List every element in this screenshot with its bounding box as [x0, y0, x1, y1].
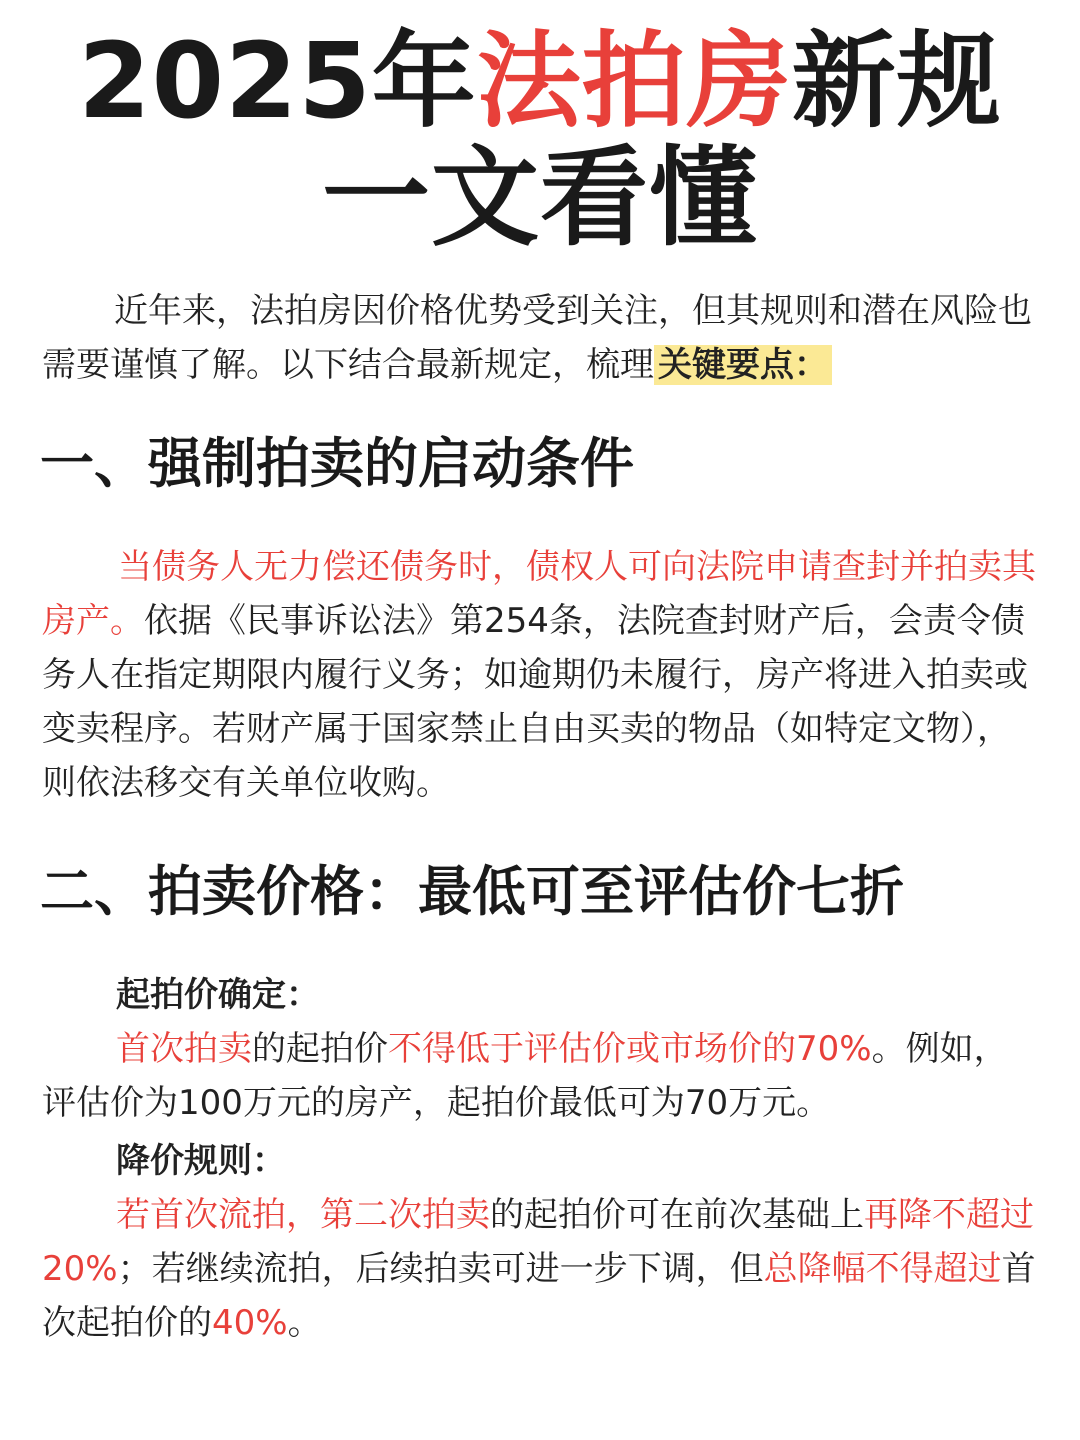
sub1-red-2: 不得低于评估价或市场价的70% — [388, 1029, 872, 1069]
section-1-body: 依据《民事诉讼法》第254条，法院查封财产后，会责令债务人在指定期限内履行义务；如逾期仍未履行，房产将进入拍卖或变卖程序。若财产属于国家禁止自由买卖的物品（如特定文物），则依法移交有关单位收购。 — [42, 601, 1028, 803]
section-1-heading: 一、强制拍卖的启动条件 — [40, 432, 634, 495]
page-title-line-2: 一文看懂 — [321, 136, 758, 261]
sub2-text-2: ；若继续流拍，后续拍卖可进一步下调，但 — [117, 1249, 764, 1289]
sub2-text-1: 的起拍价可在前次基础上 — [490, 1195, 864, 1235]
sub1-text-1: 的起拍价 — [252, 1029, 388, 1069]
sub2-red-3: 总降幅不得超过 — [763, 1249, 1002, 1289]
sub2-red-4: 40% — [212, 1303, 288, 1343]
intro-text: 近年来，法拍房因价格优势受到关注，但其规则和潜在风险也需要谨慎了解。以下结合最新规定，梳理 — [42, 291, 1032, 385]
title-highlight: 法拍房 — [476, 20, 792, 142]
sub2-text-4: 。 — [287, 1303, 322, 1343]
sub2-red-1: 若首次流拍，第二次拍卖 — [116, 1195, 490, 1235]
page-title-line-1 — [0, 0, 1080, 140]
intro-paragraph — [42, 284, 1038, 392]
starting-price-subheading: 起拍价确定： — [116, 975, 320, 1015]
sub1-text-2: 。例如，评估价为100万元的房产，起拍价最低可为70万元。 — [42, 1029, 1008, 1123]
title-year: 2025年 — [78, 20, 477, 142]
starting-price-paragraph — [42, 1022, 1038, 1130]
title-suffix: 新规 — [791, 20, 1002, 142]
price-reduction-subheading: 降价规则： — [116, 1141, 286, 1181]
sub2-red-2: 再降不超过20% — [42, 1195, 1034, 1289]
intro-key-points-highlight: 关键要点： — [654, 345, 832, 385]
section-1-red-text: 当债务人无力偿还债务时，债权人可向法院申请查封并拍卖其房产。 — [42, 547, 1036, 641]
section-1-paragraph — [42, 540, 1038, 810]
sub1-red-1: 首次拍卖 — [116, 1029, 252, 1069]
sub2-text-3: 首次起拍价的 — [42, 1249, 1036, 1343]
section-2-heading: 二、拍卖价格：最低可至评估价七折 — [40, 860, 904, 923]
price-reduction-paragraph — [42, 1188, 1038, 1350]
section-2-content — [42, 968, 1038, 1350]
